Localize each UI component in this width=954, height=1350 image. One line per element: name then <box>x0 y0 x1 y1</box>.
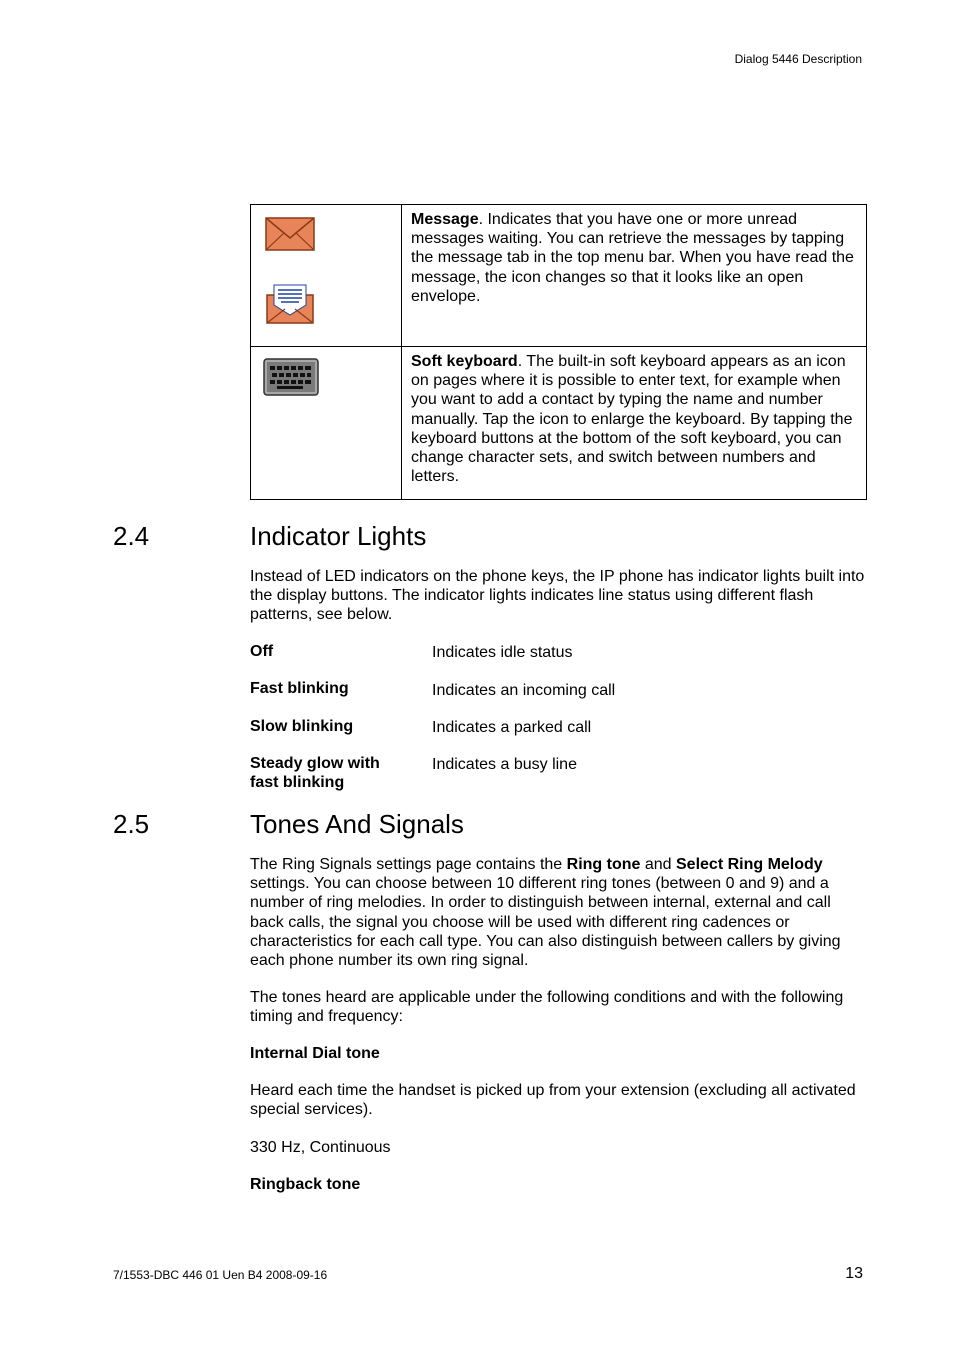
page-number: 13 <box>845 1265 863 1282</box>
footer-doc-id: 7/1553-DBC 446 01 Uen B4 2008-09-16 <box>113 1268 328 1282</box>
icon-description-table <box>250 204 867 500</box>
term-text: . The built-in soft keyboard appears as an icon on pages where it is possible to enter text, for example when you want to add a contact by typing the name and number manually. Tap the icon to enlarge the keyboard. By tapping the keyboard buttons at the bottom of the soft keyboard, you can change character sets, and switch between numbers and letters. <box>411 353 853 486</box>
indicator-label: Fast blinking <box>250 680 349 697</box>
subheading: Internal Dial tone <box>250 1045 380 1062</box>
term-label: Message <box>411 211 479 228</box>
select-ring-melody-term: Select Ring Melody <box>676 856 823 873</box>
section-number: 2.5 <box>113 809 150 839</box>
soft-keyboard-description <box>402 347 867 500</box>
subheading: Ringback tone <box>250 1176 361 1193</box>
table-row <box>251 205 867 347</box>
ring-signals-paragraph <box>250 855 865 970</box>
indicator-desc: Indicates idle status <box>432 644 573 661</box>
indicator-label: Steady glow with fast blinking <box>250 755 380 792</box>
section-number: 2.4 <box>113 521 150 551</box>
message-description <box>402 205 867 347</box>
indicator-label: Slow blinking <box>250 718 354 735</box>
tones-paragraph: The tones heard are applicable under the following conditions and with the following timing and frequency: <box>250 989 844 1026</box>
paragraph-text: and <box>640 856 676 873</box>
ring-tone-term: Ring tone <box>566 856 641 873</box>
indicator-label: Off <box>250 643 274 660</box>
dial-tone-frequency: 330 Hz, Continuous <box>250 1139 391 1156</box>
open-envelope-icon <box>266 283 316 325</box>
page-header: Dialog 5446 Description <box>734 52 862 66</box>
section-title: Indicator Lights <box>250 521 427 551</box>
table-row <box>251 347 867 500</box>
icon-cell <box>251 347 402 500</box>
closed-envelope-icon <box>265 217 315 251</box>
term-text: . Indicates that you have one or more unread messages waiting. You can retrieve the messages by tapping the message tab in the top menu bar. When you have read the message, the icon changes so that it looks like an open envelope. <box>411 211 854 305</box>
section-title: Tones And Signals <box>250 809 464 839</box>
indicator-desc: Indicates an incoming call <box>432 682 616 699</box>
dial-tone-text: Heard each time the handset is picked up from your extension (excluding all activated special services). <box>250 1082 856 1119</box>
indicator-desc: Indicates a busy line <box>432 756 577 773</box>
keyboard-icon <box>263 358 319 396</box>
paragraph-text: settings. You can choose between 10 different ring tones (between 0 and 9) and a number of ring melodies. In order to distinguish between internal, external and call back calls, the signal you choose will be used with different ring cadences or characteristics for each call type. You can also distinguish between callers by giving each phone number its own ring signal. <box>250 875 841 970</box>
term-label: Soft keyboard <box>411 353 518 370</box>
paragraph-text: The Ring Signals settings page contains the <box>250 856 567 873</box>
indicator-desc: Indicates a parked call <box>432 719 592 736</box>
section-intro: Instead of LED indicators on the phone keys, the IP phone has indicator lights built into the display buttons. The indicator lights indicates line status using different flash patterns, see below. <box>250 568 865 624</box>
icon-cell <box>251 205 402 347</box>
